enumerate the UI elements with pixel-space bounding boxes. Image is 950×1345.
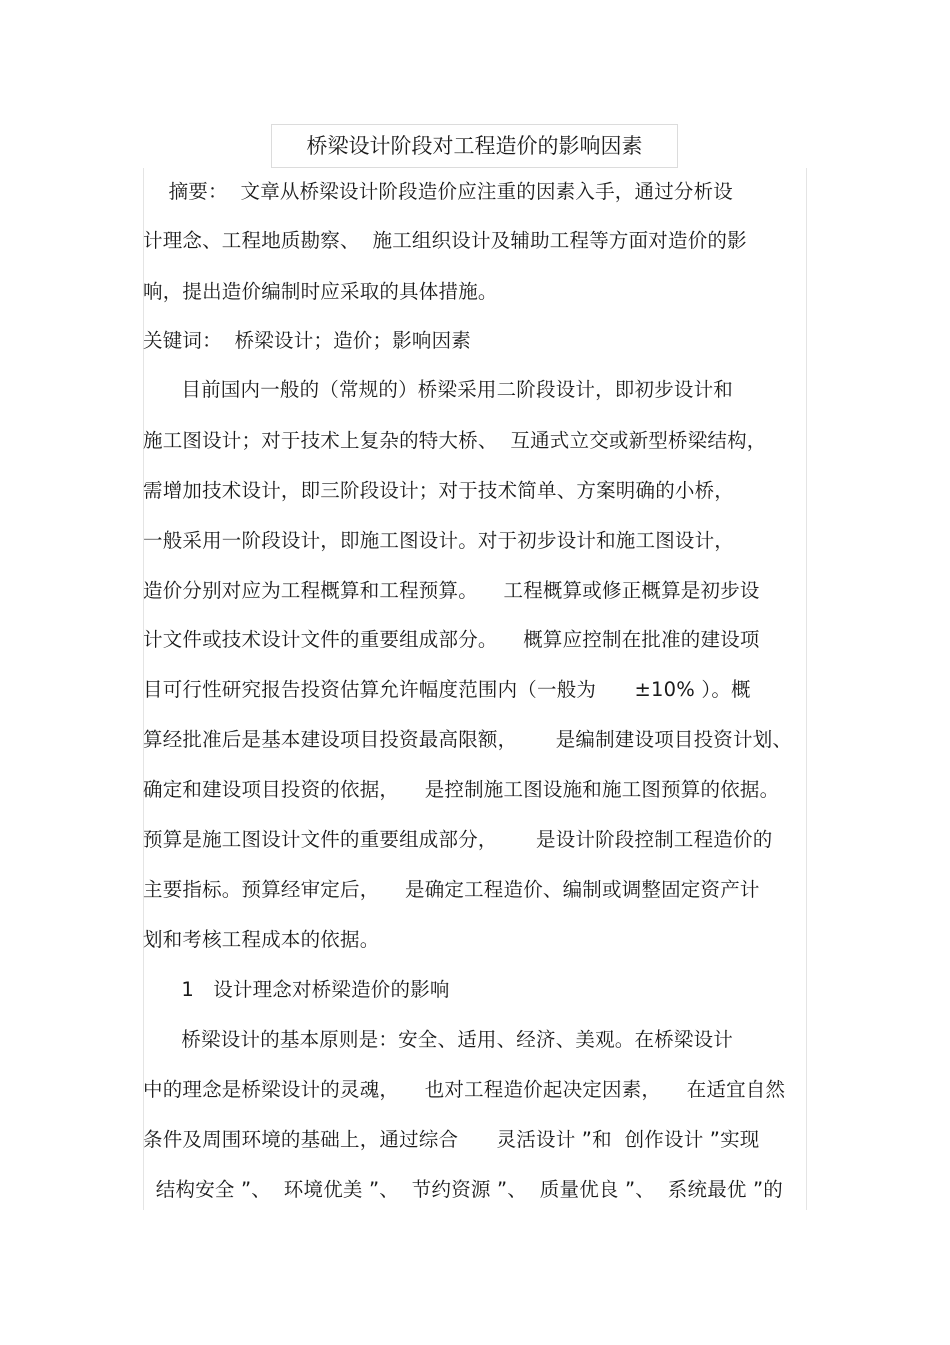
- body-line-4: 一般采用一阶段设计，即施工图设计。对于初步设计和施工图设计，: [143, 529, 735, 552]
- abstract-line-1: 摘要： 文章从桥梁设计阶段造价应注重的因素入手，通过分析设: [143, 180, 733, 203]
- body-line-13: 桥梁设计的基本原则是：安全、适用、经济、美观。在桥梁设计: [143, 1028, 733, 1051]
- document-title: 桥梁设计阶段对工程造价的影响因素: [306, 134, 643, 158]
- body-line-8: 算经批准后是基本建设项目投资最高限额， 是编制建设项目投资计划、: [143, 728, 793, 751]
- body-line-14: 中的理念是桥梁设计的灵魂， 也对工程造价起决定因素， 在适宜自然: [143, 1078, 786, 1101]
- body-line-5: 造价分别对应为工程概算和工程预算。 工程概算或修正概算是初步设: [143, 579, 760, 602]
- abstract-line-2: 计理念、工程地质勘察、 施工组织设计及辅助工程等方面对造价的影: [143, 229, 747, 252]
- abstract-line-3: 响，提出造价编制时应采取的具体措施。: [143, 280, 498, 303]
- body-line-10: 预算是施工图设计文件的重要组成部分， 是设计阶段控制工程造价的: [143, 828, 773, 851]
- body-line-16: 结构安全 ”、 环境优美 ”、 节约资源 ”、 质量优良 ”、 系统最优 ”的: [143, 1178, 783, 1201]
- body-line-6: 计文件或技术设计文件的重要组成部分。 概算应控制在批准的建设项: [143, 628, 760, 651]
- body-line-2: 施工图设计；对于技术上复杂的特大桥、 互通式立交或新型桥梁结构，: [143, 429, 767, 452]
- body-line-12: 划和考核工程成本的依据。: [143, 928, 380, 951]
- keywords-line: 关键词： 桥梁设计；造价；影响因素: [143, 329, 471, 352]
- body-line-9: 确定和建设项目投资的依据， 是控制施工图设施和施工图预算的依据。: [143, 778, 780, 801]
- body-line-7: 目可行性研究报告投资估算允许幅度范围内（一般为 ±10% ）。概: [143, 678, 751, 701]
- body-line-1: 目前国内一般的（常规的）桥梁采用二阶段设计，即初步设计和: [143, 378, 733, 401]
- body-line-3: 需增加技术设计，即三阶段设计；对于技术简单、方案明确的小桥，: [143, 479, 735, 502]
- body-line-11: 主要指标。预算经审定后， 是确定工程造价、编制或调整固定资产计: [143, 878, 760, 901]
- section-heading-1: 1 设计理念对桥梁造价的影响: [143, 978, 450, 1001]
- body-line-15: 条件及周围环境的基础上，通过综合 灵活设计 ”和 创作设计 ”实现: [143, 1128, 760, 1151]
